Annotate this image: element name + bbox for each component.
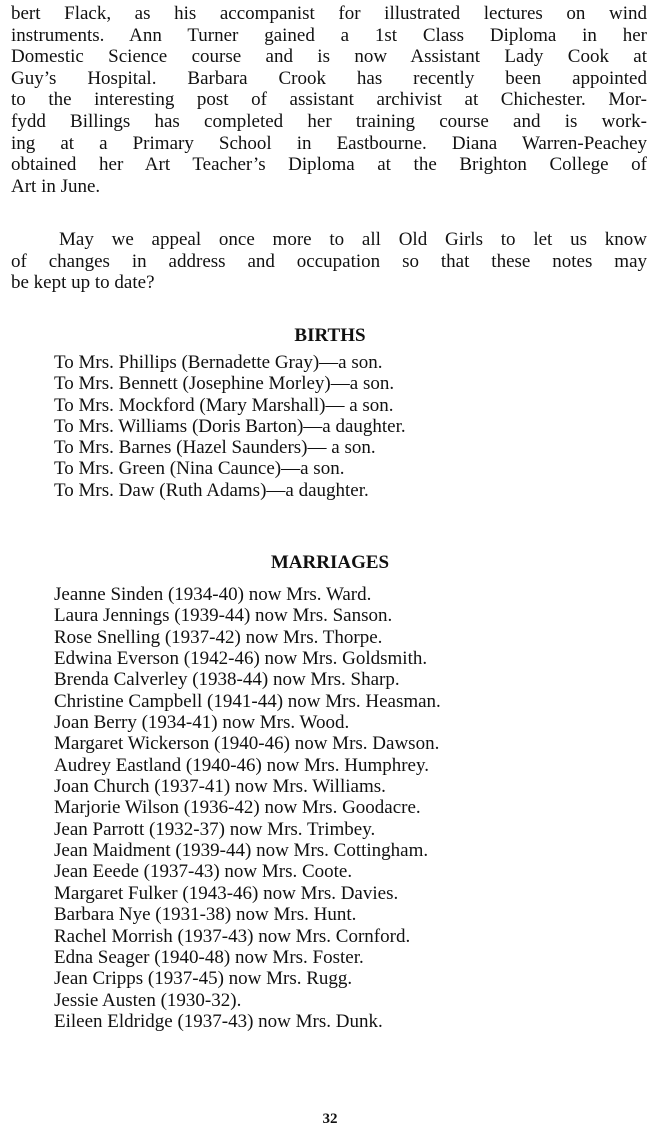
list-item: Rose Snelling (1937-42) now Mrs. Thorpe. — [54, 626, 383, 648]
list-item: Audrey Eastland (1940-46) now Mrs. Humphrey. — [54, 754, 429, 776]
list-item: To Mrs. Phillips (Bernadette Gray)—a son. — [54, 352, 383, 373]
text-line: ing at a Primary School in Eastbourne. Diana Warren-Peachey — [11, 132, 647, 154]
list-item: To Mrs. Williams (Doris Barton)—a daughter. — [54, 415, 406, 437]
list-item: Edna Seager (1940-48) now Mrs. Foster. — [54, 946, 364, 968]
births-heading: BIRTHS — [294, 325, 366, 346]
list-item: Laura Jennings (1939-44) now Mrs. Sanson. — [54, 605, 393, 627]
text-line: fydd Billings has completed her training course and is work- — [11, 110, 647, 132]
list-item: To Mrs. Bennett (Josephine Morley)—a son. — [54, 373, 395, 395]
list-item: Marjorie Wilson (1936-42) now Mrs. Goodacre. — [54, 797, 421, 819]
list-item: Eileen Eldridge (1937-43) now Mrs. Dunk. — [54, 1010, 383, 1032]
list-item: Joan Church (1937-41) now Mrs. Williams. — [54, 776, 386, 798]
list-item: Jean Cripps (1937-45) now Mrs. Rugg. — [54, 968, 353, 990]
appeal-paragraph — [11, 229, 647, 294]
list-item: To Mrs. Green (Nina Caunce)—a son. — [54, 458, 345, 480]
text-line: May we appeal once more to all Old Girls to let us know — [59, 229, 647, 250]
text-line: obtained her Art Teacher’s Diploma at the Brighton College of — [11, 154, 647, 176]
text-line: Art in June. — [11, 175, 101, 197]
list-item: Margaret Wickerson (1940-46) now Mrs. Dawson. — [54, 733, 440, 755]
text-line: be kept up to date? — [11, 272, 155, 294]
intro-paragraph — [11, 3, 647, 197]
list-item: Jeanne Sinden (1934-40) now Mrs. Ward. — [54, 584, 372, 605]
marriages-list — [54, 584, 441, 1032]
page-number: 32 — [322, 1111, 338, 1127]
list-item: To Mrs. Daw (Ruth Adams)—a daughter. — [54, 479, 369, 501]
list-item: To Mrs. Mockford (Mary Marshall)— a son. — [54, 394, 394, 416]
text-line: bert Flack, as his accompanist for illustrated lectures on wind — [11, 3, 647, 24]
list-item: Jean Parrott (1932-37) now Mrs. Trimbey. — [54, 818, 376, 840]
list-item: Jessie Austen (1930-32). — [54, 989, 242, 1011]
list-item: Margaret Fulker (1943-46) now Mrs. Davies. — [54, 882, 399, 904]
text-line: instruments. Ann Turner gained a 1st Class Diploma in her — [11, 24, 647, 46]
marriages-heading: MARRIAGES — [270, 552, 390, 573]
list-item: Rachel Morrish (1937-43) now Mrs. Cornford. — [54, 925, 411, 947]
text-line: Guy’s Hospital. Barbara Crook has recently been appointed — [11, 67, 647, 89]
text-line: of changes in address and occupation so that these notes may — [11, 250, 647, 272]
list-item: Edwina Everson (1942-46) now Mrs. Goldsmith. — [54, 648, 428, 670]
list-item: Jean Maidment (1939-44) now Mrs. Cottingham. — [54, 840, 429, 862]
births-list — [54, 352, 406, 501]
list-item: Jean Eeede (1937-43) now Mrs. Coote. — [54, 861, 353, 883]
list-item: Joan Berry (1934-41) now Mrs. Wood. — [54, 712, 350, 734]
list-item: Christine Campbell (1941-44) now Mrs. Heasman. — [54, 690, 441, 712]
text-line: Domestic Science course and is now Assistant Lady Cook at — [11, 46, 647, 68]
list-item: To Mrs. Barnes (Hazel Saunders)— a son. — [54, 437, 376, 459]
text-line: to the interesting post of assistant archivist at Chichester. Mor- — [11, 89, 647, 111]
list-item: Brenda Calverley (1938-44) now Mrs. Sharp. — [54, 669, 400, 691]
list-item: Barbara Nye (1931-38) now Mrs. Hunt. — [54, 904, 357, 926]
